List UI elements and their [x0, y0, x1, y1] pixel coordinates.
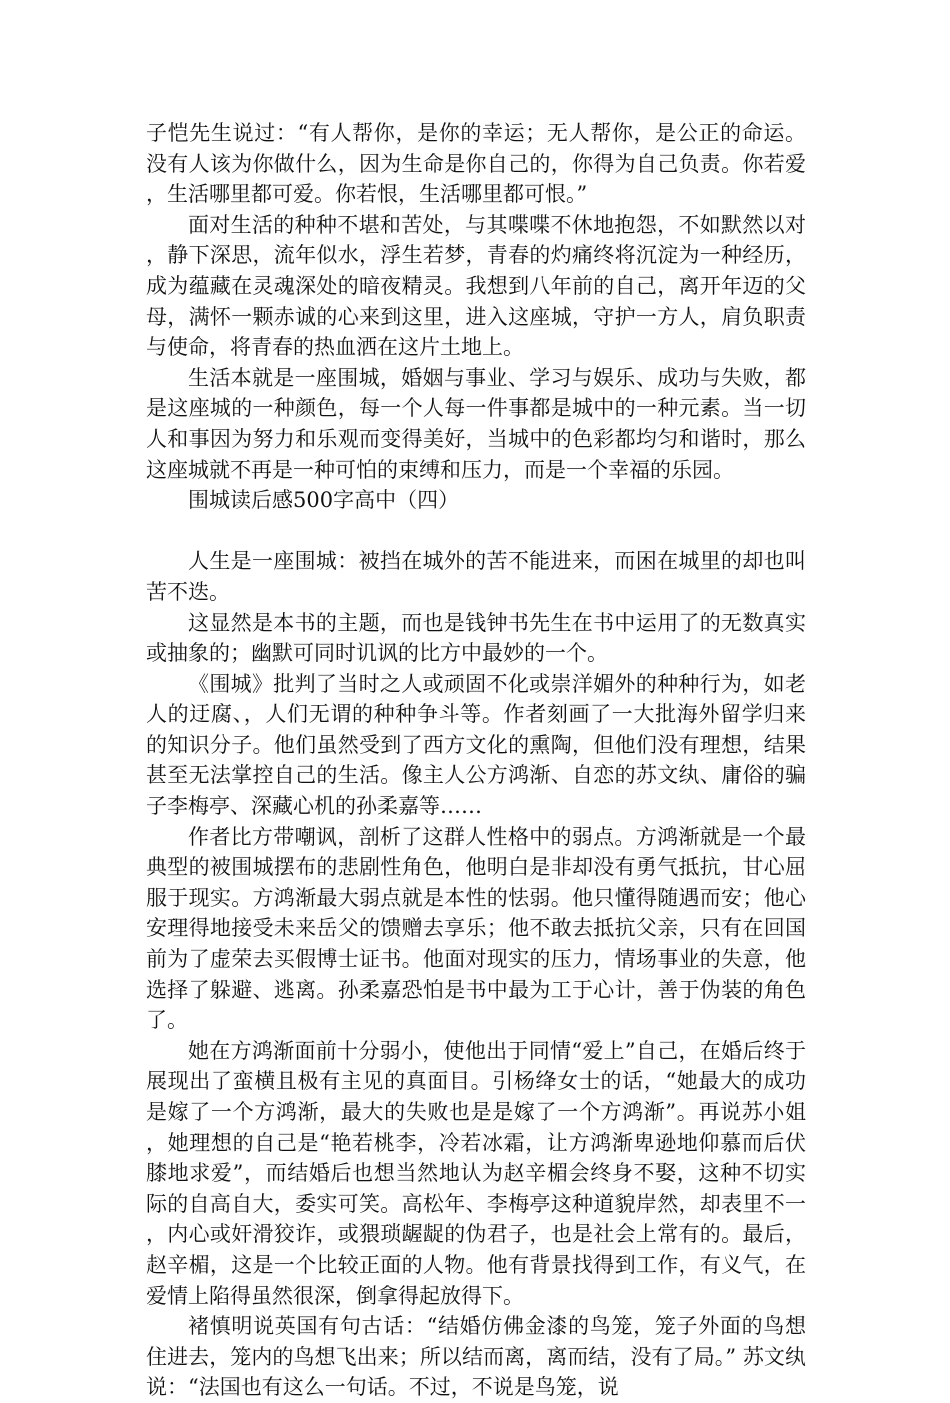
paragraph-criticism: 《围城》批判了当时之人或顽固不化或崇洋媚外的种种行为，如老人的迂腐、，人们无谓的种种争斗等。作者刻画了一大批海外留学归来的知识分子。他们虽然受到了西方文化的熏陶，但他们没有理想，结果甚至无法掌控自己的生活。像主人公方鸿渐、自恋的苏文纨、庸俗的骗子李梅亭、深藏心机的孙柔嘉等…… — [146, 671, 806, 819]
paragraph-quote-continuation: 子恺先生说过：“有人帮你，是你的幸运；无人帮你，是公正的命运。没有人该为你做什么，因为生命是你自己的，你得为自己负责。你若爱，生活哪里都可爱。你若恨，生活哪里都可恨。” — [146, 121, 806, 207]
document-page — [146, 118, 806, 1403]
paragraph-life-fortress: 生活本就是一座围城，婚姻与事业、学习与娱乐、成功与失败，都是这座城的一种颜色，每一个人每一件事都是城中的一种元素。当一切人和事因为努力和乐观而变得美好，当城中的色彩都均匀和谐时，那么这座城就不再是一种可怕的束缚和压力，而是一个幸福的乐园。 — [146, 365, 806, 482]
paragraph-fang-hongjian: 作者比方带嘲讽，剖析了这群人性格中的弱点。方鸿渐就是一个最典型的被围城摆布的悲剧性角色，他明白是非却没有勇气抵抗，甘心屈服于现实。方鸿渐最大弱点就是本性的怯弱。他只懂得随遇而安；他心安理得地接受未来岳父的馈赠去享乐；他不敢去抵抗父亲，只有在回国前为了虚荣去买假博士证书。他面对现实的压力，情场事业的失意，他选择了躲避、逃离。孙柔嘉恐怕是书中最为工于心计，善于伪装的角色了。 — [146, 824, 806, 1033]
paragraph-book-theme: 这显然是本书的主题，而也是钱钟书先生在书中运用了的无数真实或抽象的；幽默可同时讥讽的比方中最妙的一个。 — [146, 610, 806, 666]
paragraph-life-is-fortress: 人生是一座围城：被挡在城外的苦不能进来，而困在城里的却也叫苦不迭。 — [146, 549, 806, 604]
paragraph-life-hardships: 面对生活的种种不堪和苦处，与其喋喋不休地抱怨，不如默然以对，静下深思，流年似水，浮生若梦，青春的灼痛终将沉淀为一种经历，成为蕴藏在灵魂深处的暗夜精灵。我想到八年前的自己，离开年迈的父母，满怀一颗赤诚的心来到这里，进入这座城，守护一方人，肩负职责与使命，将青春的热血洒在这片土地上。 — [146, 212, 806, 360]
paragraph-birdcage-saying: 褚慎明说英国有句古话：“结婚仿佛金漆的鸟笼，笼子外面的鸟想住进去，笼内的鸟想飞出来；所以结而离，离而结，没有了局。” 苏文纨说：“法国也有这么一句话。不过，不说是鸟笼，说 — [146, 1314, 806, 1400]
section-heading: 围城读后感500字高中（四） — [188, 488, 460, 513]
paragraph-sun-rouja: 她在方鸿渐面前十分弱小，使他出于同情“爱上”自己，在婚后终于展现出了蛮横且极有主见的真面目。引杨绛女士的话，“她最大的成功是嫁了一个方鸿渐，最大的失败也是是嫁了一个方鸿渐”。再说苏小姐，她理想的自己是“艳若桃李，冷若冰霜，让方鸿渐卑逊地仰慕而后伏膝地求爱”，而结婚后也想当然地认为赵辛楣会终身不娶，这种不切实际的自高自大，委实可笑。高松年、李梅亭这种道貌岸然，却表里不一，内心或奸滑狡诈，或猥琐龌龊的伪君子，也是社会上常有的。最后，赵辛楣，这是一个比较正面的人物。他有背景找得到工作，有义气，在爱情上陷得虽然很深，倒拿得起放得下。 — [146, 1038, 806, 1308]
